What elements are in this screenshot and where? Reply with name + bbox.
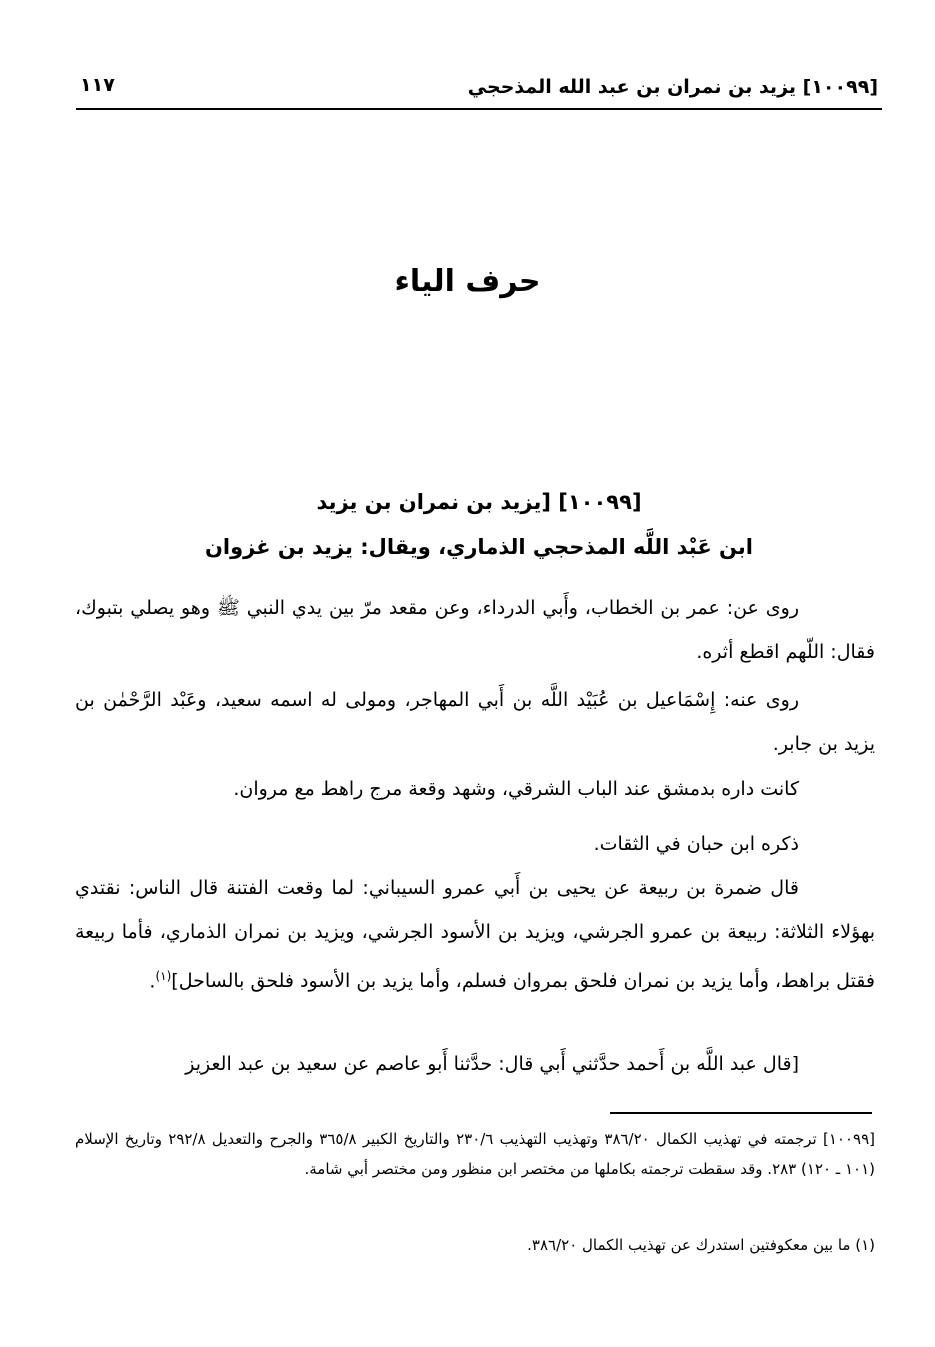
paragraph-ibn-hibban bbox=[75, 822, 875, 866]
paragraph-damra-report bbox=[75, 866, 875, 1003]
paragraph-text: روى عنه: إِسْمَاعيل بن عُبَيْد اللَّه بن أَبي المهاجر، ومولى له اسمه سعيد، وعَبْد الرَّحْمٰن بن يزيد بن جابر. bbox=[75, 689, 875, 755]
footnote-separator bbox=[610, 1112, 872, 1114]
paragraph-narrated-from bbox=[75, 586, 875, 674]
paragraph-text: [قال عبد اللَّه بن أَحمد حدَّثني أَبي قال: حدَّثنا أَبو عاصم عن سعيد بن عبد العزيز bbox=[185, 1053, 799, 1075]
footnote-reference: (١) bbox=[155, 969, 172, 983]
paragraph-text: قال ضمرة بن ربيعة عن يحيى بن أَبي عمرو السيباني: لما وقعت الفتنة قال الناس: نقتدي بهؤلاء الثلاثة: ربيعة بن عمرو الجرشي، ويزيد بن الأسود الجرشي، ويزيد بن نمران الذماري، فأما ربيعة فقتل براهط، وأما يزيد بن نمران فلحق بمروان فسلم، وأما يزيد بن الأسود فلحق بالساحل] bbox=[75, 877, 875, 993]
footnote-1 bbox=[75, 1230, 875, 1260]
paragraph-abdullah-report bbox=[75, 1042, 875, 1086]
footnote-text: [١٠٠٩٩] ترجمته في تهذيب الكمال ٣٨٦/٢٠ وتهذيب التهذيب ٢٣٠/٦ والتاريخ الكبير ٣٦٥/٨ والجرح والتعديل ٢٩٢/٨ وتاريخ الإسلام (١٠١ ـ ١٢٠) ٢٨٣. وقد سقطت ترجمته بكاملها من مختصر ابن منظور ومن مختصر أبي شامة. bbox=[75, 1130, 876, 1178]
paragraph-text: كانت داره بدمشق عند الباب الشرقي، وشهد وقعة مرج راهط مع مروان. bbox=[233, 778, 799, 800]
paragraph-residence bbox=[75, 767, 875, 811]
running-header bbox=[76, 68, 882, 110]
paragraph-narrated-by bbox=[75, 678, 875, 766]
paragraph-end: . bbox=[149, 970, 156, 993]
entry-heading-line1: [١٠٠٩٩] [يزيد بن نمران بن يزيد bbox=[316, 490, 642, 514]
paragraph-text: ذكره ابن حبان في الثقات. bbox=[593, 833, 799, 855]
entry-heading-line2: ابن عَبْد اللَّه المذحجي الذماري، ويقال: يزيد بن غزوان bbox=[204, 535, 754, 559]
footnote-text: (١) ما بين معكوفتين استدرك عن تهذيب الكمال ٣٨٦/٢٠. bbox=[527, 1236, 875, 1254]
running-title: [١٠٠٩٩] يزيد بن نمران بن عبد الله المذحجي bbox=[467, 76, 878, 98]
section-title: حرف الياء bbox=[394, 264, 541, 299]
paragraph-text: روى عن: عمر بن الخطاب، وأَبي الدرداء، وعن مقعد مرّ بين يدي النبي ﷺ وهو يصلي بتبوك، فقال: اللّهم اقطع أثره. bbox=[75, 597, 875, 663]
footnote-biography-sources bbox=[75, 1124, 875, 1184]
page-number: ١١٧ bbox=[80, 74, 115, 96]
